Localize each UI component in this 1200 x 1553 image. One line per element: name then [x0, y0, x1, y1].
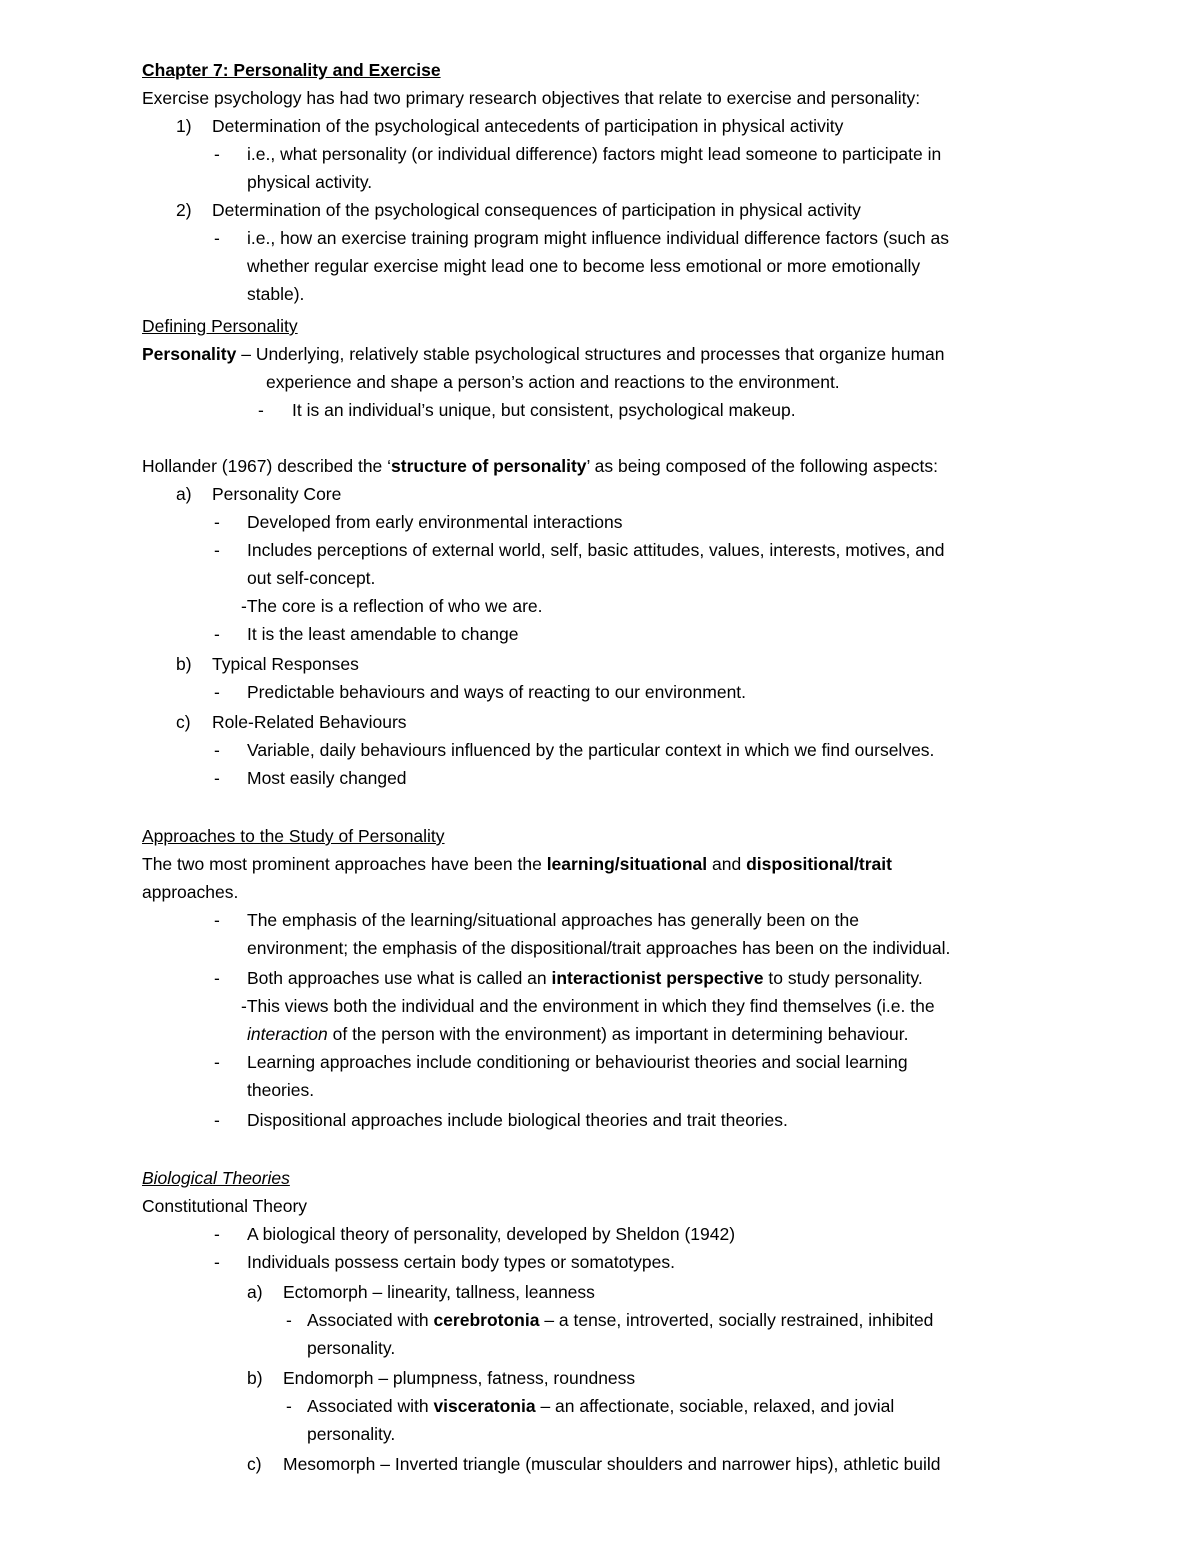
- term-learning-situational: learning/situational: [546, 854, 708, 874]
- bullet-dash: -: [214, 910, 220, 930]
- bullet-dash: -: [214, 144, 220, 164]
- list-letter: c): [247, 1454, 262, 1474]
- bullet-dash: -: [286, 1396, 292, 1416]
- bullet-dash: -: [214, 968, 220, 988]
- approaches-point-4: Learning approaches include conditioning or behaviourist theories and social learning: [247, 1052, 908, 1072]
- ectomorph-detail-pre: Associated with: [307, 1310, 434, 1330]
- approaches-point-3-cont: [247, 1022, 909, 1046]
- bullet-dash: -: [214, 1224, 220, 1244]
- aspect-personality-core: Personality Core: [212, 484, 342, 504]
- approaches-point-3-post: of the person with the environment) as important in determining behaviour.: [327, 1024, 909, 1044]
- core-point-1: Developed from early environmental interactions: [247, 512, 623, 532]
- approaches-point-2: [247, 966, 923, 990]
- endomorph-detail-post: – an affectionate, sociable, relaxed, and jovial: [535, 1396, 895, 1416]
- bullet-dash: -: [214, 228, 220, 248]
- term-visceratonia: visceratonia: [433, 1396, 536, 1416]
- term-interactionist: interactionist perspective: [551, 968, 764, 988]
- approaches-point-1-cont: environment; the emphasis of the dispositional/trait approaches has been on the individual.: [247, 938, 951, 958]
- bullet-dash: -: [214, 624, 220, 644]
- bullet-dash: -: [214, 512, 220, 532]
- objective-1-detail-cont: physical activity.: [247, 172, 373, 192]
- list-number: 2): [176, 200, 192, 220]
- biological-point-1: A biological theory of personality, developed by Sheldon (1942): [247, 1224, 736, 1244]
- approaches-point-3: -This views both the individual and the environment in which they find themselves (i.e. the: [241, 996, 935, 1016]
- objective-2: Determination of the psychological consequences of participation in physical activity: [212, 200, 861, 220]
- aspect-typical-responses: Typical Responses: [212, 654, 359, 674]
- role-point-2: Most easily changed: [247, 768, 407, 788]
- personality-definition: [142, 342, 945, 366]
- definition-text: – Underlying, relatively stable psychological structures and processes that organize human: [236, 344, 945, 364]
- role-point-1: Variable, daily behaviours influenced by the particular context in which we find ourselves.: [247, 740, 935, 760]
- list-letter: a): [247, 1282, 263, 1302]
- bullet-dash: -: [214, 1252, 220, 1272]
- bullet-dash: -: [286, 1310, 292, 1330]
- term-personality: Personality: [142, 344, 237, 364]
- ectomorph-detail-cont: personality.: [307, 1338, 396, 1358]
- term-dispositional-trait: dispositional/trait: [746, 854, 892, 874]
- approaches-point-5: Dispositional approaches include biological theories and trait theories.: [247, 1110, 788, 1130]
- list-letter: b): [176, 654, 192, 674]
- ectomorph-detail-post: – a tense, introverted, socially restrained, inhibited: [539, 1310, 934, 1330]
- term-cerebrotonia: cerebrotonia: [433, 1310, 540, 1330]
- list-letter: b): [247, 1368, 263, 1388]
- hollander-post: ’ as being composed of the following aspects:: [586, 456, 939, 476]
- hollander-pre: Hollander (1967) described the ‘: [142, 456, 392, 476]
- approaches-intro: [142, 852, 892, 876]
- chapter-title: Chapter 7: Personality and Exercise: [142, 60, 441, 80]
- endomorph-detail-pre: Associated with: [307, 1396, 434, 1416]
- endomorph-detail: [307, 1394, 894, 1418]
- section-heading-biological: Biological Theories: [142, 1168, 290, 1188]
- ectomorph-detail: [307, 1308, 933, 1332]
- intro-text: Exercise psychology has had two primary research objectives that relate to exercise and personality:: [142, 88, 921, 108]
- bullet-dash: -: [214, 768, 220, 788]
- approaches-point-4-cont: theories.: [247, 1080, 315, 1100]
- approaches-intro-cont: approaches.: [142, 882, 239, 902]
- aspect-role-related: Role-Related Behaviours: [212, 712, 407, 732]
- approaches-point-2-pre: Both approaches use what is called an: [247, 968, 552, 988]
- list-letter: c): [176, 712, 191, 732]
- approaches-point-2-post: to study personality.: [763, 968, 923, 988]
- core-point-4: It is the least amendable to change: [247, 624, 519, 644]
- approaches-intro-text: The two most prominent approaches have been the: [142, 854, 547, 874]
- list-number: 1): [176, 116, 192, 136]
- hollander-intro: [142, 454, 938, 478]
- bullet-dash: -: [214, 740, 220, 760]
- objective-2-detail: i.e., how an exercise training program might influence individual difference factors (such as: [247, 228, 949, 248]
- definition-bullet: It is an individual’s unique, but consistent, psychological makeup.: [292, 400, 796, 420]
- ectomorph: Ectomorph – linearity, tallness, leanness: [283, 1282, 595, 1302]
- bullet-dash: -: [214, 1052, 220, 1072]
- hollander-bold: structure of personality: [391, 456, 587, 476]
- mesomorph: Mesomorph – Inverted triangle (muscular shoulders and narrower hips), athletic build: [283, 1454, 941, 1474]
- endomorph-detail-cont: personality.: [307, 1424, 396, 1444]
- approaches-point-1: The emphasis of the learning/situational approaches has generally been on the: [247, 910, 859, 930]
- typical-point-1: Predictable behaviours and ways of reacting to our environment.: [247, 682, 747, 702]
- objective-2-detail-cont: stable).: [247, 284, 305, 304]
- term-interaction: interaction: [247, 1024, 328, 1044]
- bullet-dash: -: [214, 1110, 220, 1130]
- objective-1-detail: i.e., what personality (or individual difference) factors might lead someone to participate in: [247, 144, 942, 164]
- objective-2-detail-cont: whether regular exercise might lead one to become less emotional or more emotionally: [247, 256, 921, 276]
- core-point-2-cont: out self-concept.: [247, 568, 376, 588]
- bullet-dash: -: [214, 682, 220, 702]
- endomorph: Endomorph – plumpness, fatness, roundness: [283, 1368, 636, 1388]
- approaches-intro-and: and: [707, 854, 747, 874]
- list-letter: a): [176, 484, 192, 504]
- biological-point-2: Individuals possess certain body types or somatotypes.: [247, 1252, 675, 1272]
- bullet-dash: -: [214, 540, 220, 560]
- definition-text-cont: experience and shape a person’s action and reactions to the environment.: [266, 372, 840, 392]
- section-heading-approaches: Approaches to the Study of Personality: [142, 826, 445, 846]
- bullet-dash: -: [258, 400, 264, 420]
- objective-1: Determination of the psychological antecedents of participation in physical activity: [212, 116, 844, 136]
- core-point-3: -The core is a reflection of who we are.: [241, 596, 543, 616]
- core-point-2: Includes perceptions of external world, self, basic attitudes, values, interests, motives, and: [247, 540, 945, 560]
- constitutional-theory: Constitutional Theory: [142, 1196, 308, 1216]
- section-heading-defining: Defining Personality: [142, 316, 298, 336]
